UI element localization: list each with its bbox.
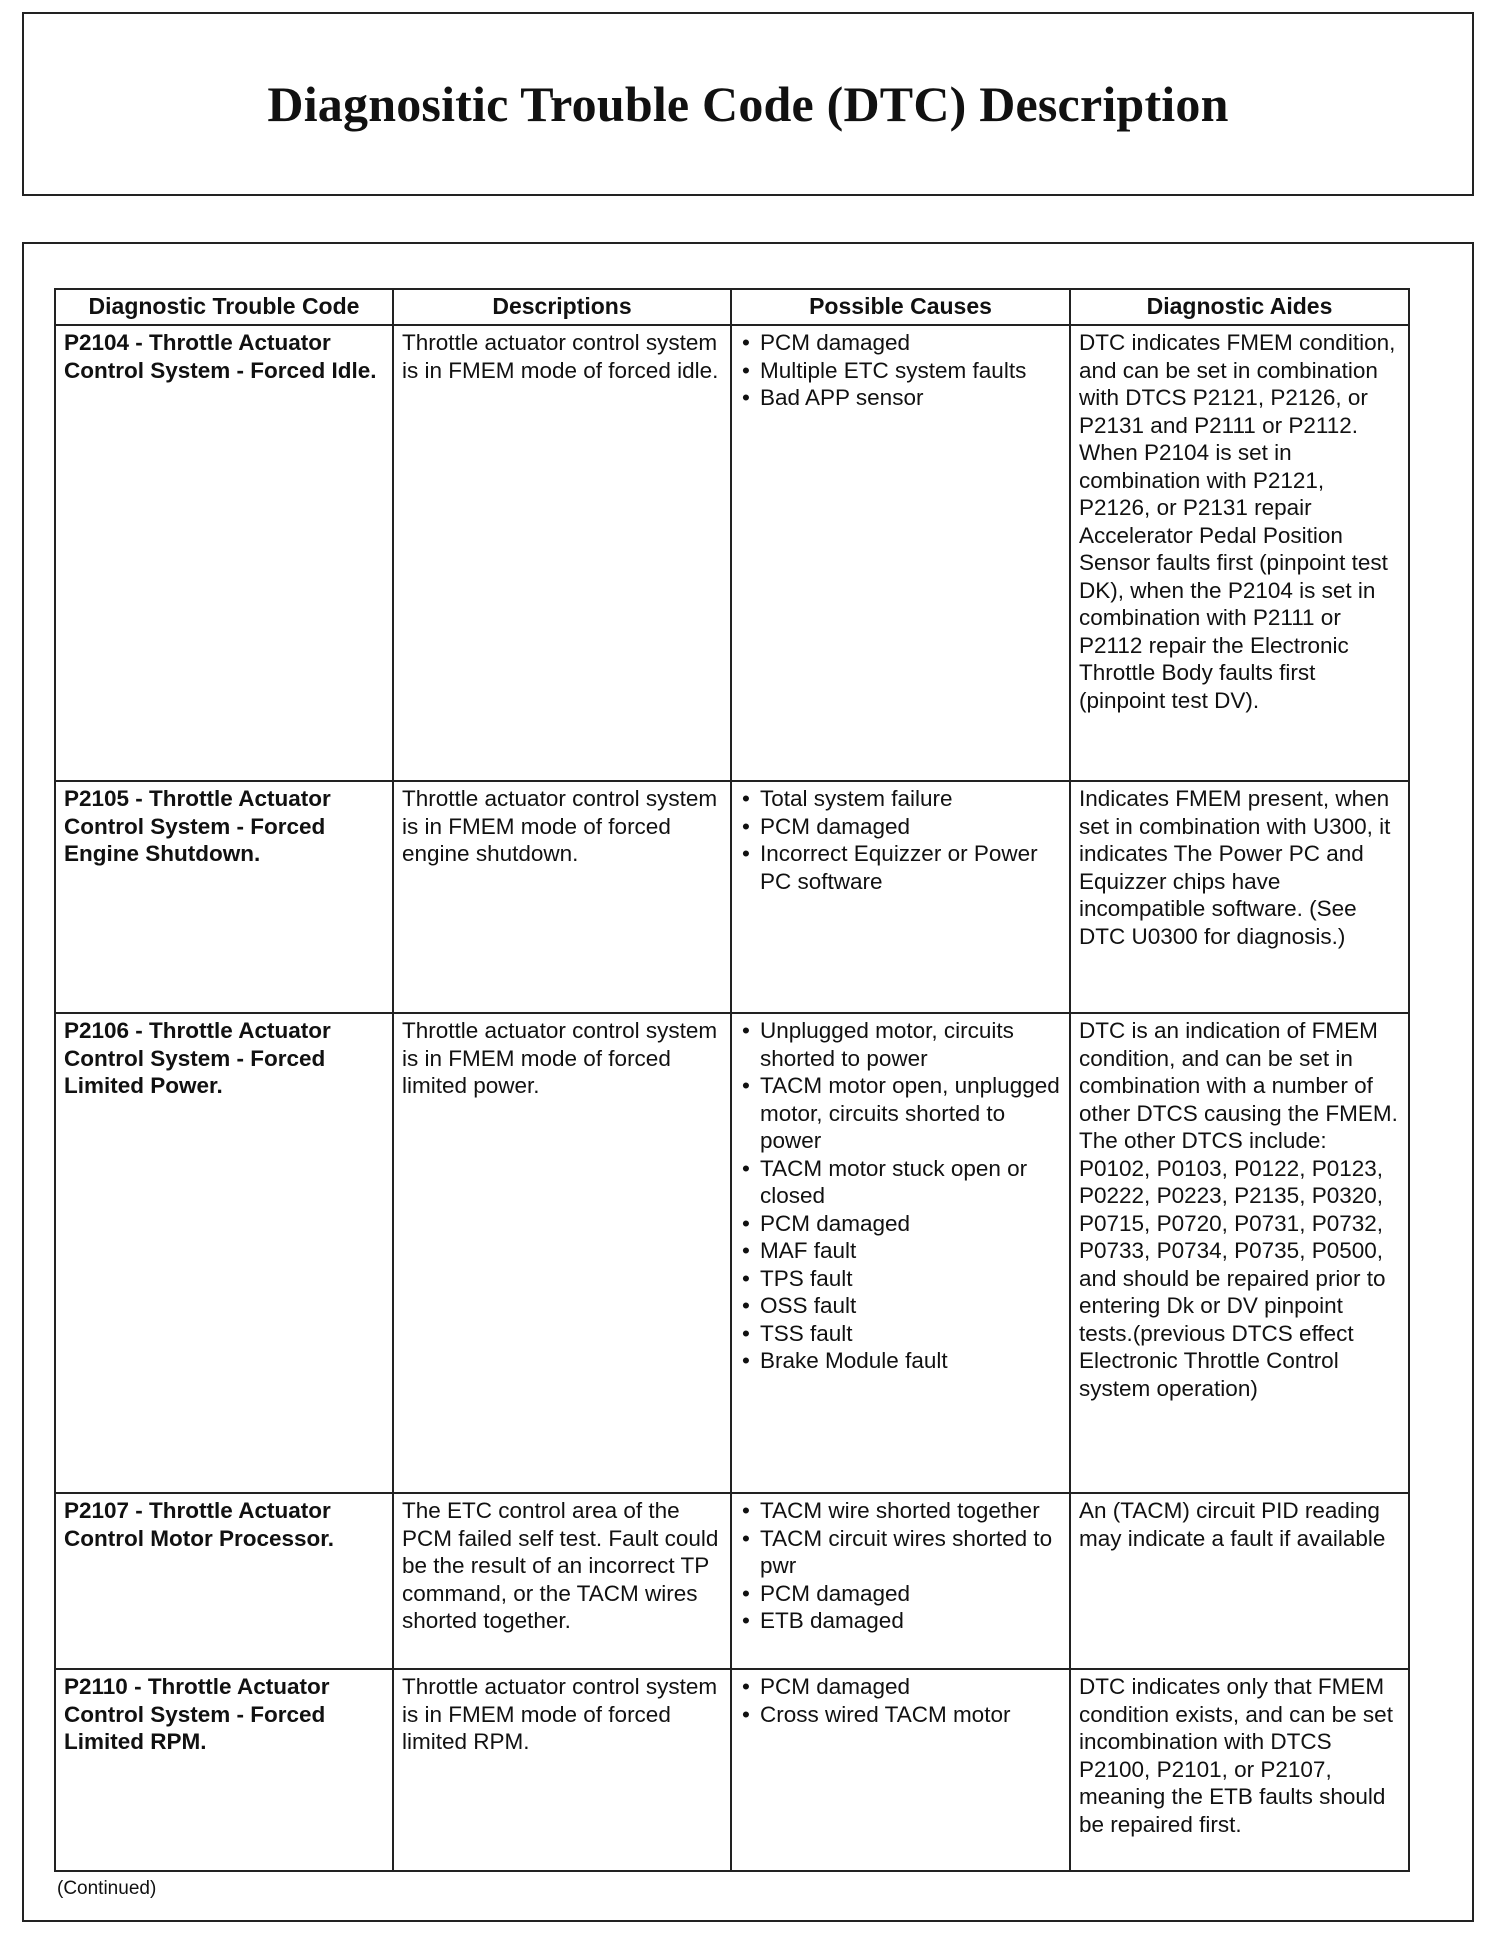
continued-note: (Continued) — [57, 1878, 157, 1899]
title-box — [22, 12, 1474, 196]
dtc-aides: An (TACM) circuit PID reading may indicate a fault if available — [1070, 1493, 1409, 1669]
dtc-aides: DTC indicates FMEM condition, and can be set in combination with DTCS P2121, P2126, or P2131 and P2111 or P2112. When P2104 is set in combination with P2121, P2126, or P2131 repair Accelerator Pedal Position Sensor faults first (pinpoint test DK), when the P2104 is set in combination with P2111 or P2112 repair the Electronic Throttle Body faults first (pinpoint test DV). — [1070, 325, 1409, 781]
cause-item: • OSS fault — [740, 1292, 1061, 1320]
table-row — [55, 1669, 1409, 1871]
cause-item: • PCM damaged — [740, 1673, 1061, 1701]
cause-item: • TACM wire shorted together — [740, 1497, 1061, 1525]
cause-item: • Unplugged motor, circuits shorted to power — [740, 1017, 1061, 1072]
dtc-table — [54, 288, 1410, 1872]
dtc-description: Throttle actuator control system is in FMEM mode of forced limited RPM. — [393, 1669, 731, 1871]
cause-item: • TSS fault — [740, 1320, 1061, 1348]
table-row — [55, 325, 1409, 781]
dtc-aides: Indicates FMEM present, when set in combination with U300, it indicates The Power PC and Equizzer chips have incompatible software. (See DTC U0300 for diagnosis.) — [1070, 781, 1409, 1013]
cause-item: • TACM motor open, unplugged motor, circuits shorted to power — [740, 1072, 1061, 1155]
dtc-code: P2105 - Throttle Actuator Control System - Forced Engine Shutdown. — [55, 781, 393, 1013]
dtc-aides: DTC indicates only that FMEM condition exists, and can be set incombination with DTCS P2100, P2101, or P2107, meaning the ETB faults should be repaired first. — [1070, 1669, 1409, 1871]
dtc-code: P2106 - Throttle Actuator Control System - Forced Limited Power. — [55, 1013, 393, 1493]
cause-item: • PCM damaged — [740, 329, 1061, 357]
table-row — [55, 1493, 1409, 1669]
dtc-causes — [731, 1013, 1070, 1493]
cause-item: • TPS fault — [740, 1265, 1061, 1293]
dtc-causes — [731, 1669, 1070, 1871]
cause-item: • PCM damaged — [740, 1210, 1061, 1238]
header-aides: Diagnostic Aides — [1070, 289, 1409, 325]
dtc-causes — [731, 781, 1070, 1013]
cause-item: • Bad APP sensor — [740, 384, 1061, 412]
cause-item: • Total system failure — [740, 785, 1061, 813]
table-row — [55, 1013, 1409, 1493]
dtc-code: P2107 - Throttle Actuator Control Motor Processor. — [55, 1493, 393, 1669]
cause-item: • Cross wired TACM motor — [740, 1701, 1061, 1729]
dtc-code: P2110 - Throttle Actuator Control System - Forced Limited RPM. — [55, 1669, 393, 1871]
cause-item: • TACM circuit wires shorted to pwr — [740, 1525, 1061, 1580]
header-code: Diagnostic Trouble Code — [55, 289, 393, 325]
content-box — [22, 242, 1474, 1922]
cause-item: • MAF fault — [740, 1237, 1061, 1265]
dtc-description: Throttle actuator control system is in FMEM mode of forced limited power. — [393, 1013, 731, 1493]
header-row — [55, 289, 1409, 325]
cause-item: • ETB damaged — [740, 1607, 1061, 1635]
cause-item: • TACM motor stuck open or closed — [740, 1155, 1061, 1210]
cause-item: • PCM damaged — [740, 1580, 1061, 1608]
dtc-description: The ETC control area of the PCM failed self test. Fault could be the result of an incorrect TP command, or the TACM wires shorted together. — [393, 1493, 731, 1669]
dtc-description: Throttle actuator control system is in FMEM mode of forced engine shutdown. — [393, 781, 731, 1013]
cause-item: • Brake Module fault — [740, 1347, 1061, 1375]
dtc-causes — [731, 325, 1070, 781]
dtc-causes — [731, 1493, 1070, 1669]
cause-item: • Multiple ETC system faults — [740, 357, 1061, 385]
table-row — [55, 781, 1409, 1013]
dtc-description: Throttle actuator control system is in FMEM mode of forced idle. — [393, 325, 731, 781]
cause-item: • PCM damaged — [740, 813, 1061, 841]
dtc-code: P2104 - Throttle Actuator Control System - Forced Idle. — [55, 325, 393, 781]
page-title: Diagnositic Trouble Code (DTC) Description — [267, 76, 1229, 132]
header-descriptions: Descriptions — [393, 289, 731, 325]
cause-item: • Incorrect Equizzer or Power PC software — [740, 840, 1061, 895]
dtc-aides: DTC is an indication of FMEM condition, and can be set in combination with a number of other DTCS causing the FMEM. The other DTCS include: P0102, P0103, P0122, P0123, P0222, P0223, P2135, P0320, P0715, P0720, P0731, P0732, P0733, P0734, P0735, P0500, and should be repaired prior to entering Dk or DV pinpoint tests.(previous DTCS effect Electronic Throttle Control system operation) — [1070, 1013, 1409, 1493]
header-causes: Possible Causes — [731, 289, 1070, 325]
